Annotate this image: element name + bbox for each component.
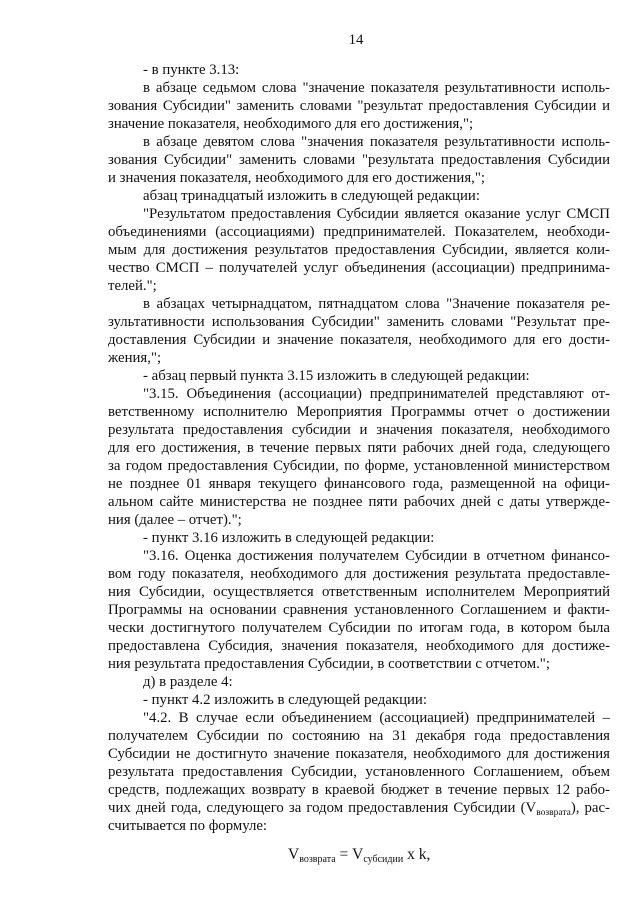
text-line: объединениями (ассоциациями) предпринимателей. Показателем, необходи- — [108, 224, 610, 240]
text-line: "4.2. В случае если объединением (ассоциацией) предпринимателей – — [143, 710, 610, 726]
paragraph — [108, 547, 610, 673]
formula-tail: x k, — [407, 846, 431, 863]
subscript: возврата — [536, 808, 571, 818]
paragraph — [108, 205, 610, 295]
text-line: - абзац первый пункта 3.15 изложить в следующей редакции: — [143, 368, 530, 384]
paragraph — [108, 367, 610, 385]
text-line: - пункт 4.2 изложить в следующей редакции: — [143, 692, 427, 708]
paragraph — [108, 673, 610, 691]
paragraph — [108, 187, 610, 205]
text-line: д) в разделе 4: — [143, 674, 233, 690]
text-line: ния Субсидии, осуществляется ответственным исполнителем Мероприятий — [108, 584, 610, 600]
text-line: Программы на основании сравнения установленного Соглашением и факти- — [108, 602, 610, 618]
text-line: ветственному исполнителю Мероприятия Программы отчет о достижении — [108, 404, 610, 420]
paragraph — [108, 295, 610, 367]
formula-rhs-subscript: субсидии — [363, 854, 404, 865]
text-line: в абзаце седьмом слова "значение показателя результативности исполь- — [143, 80, 610, 96]
text-line: альном сайте министерства не позднее пяти рабочих дней с даты утвержде- — [108, 494, 610, 510]
text-segment: ), рас- — [570, 800, 610, 816]
text-line: для его достижения, в течение первых пяти рабочих дней года, следующего — [108, 440, 610, 456]
text-line: в абзаце девятом слова "значения показателя результативности исполь- — [143, 134, 610, 150]
formula-operator: = — [339, 846, 349, 863]
text-line: жения,"; — [108, 350, 162, 366]
formula-rhs-variable: V — [352, 846, 364, 863]
text-line: "Результатом предоставления Субсидии является оказание услуг СМСП — [143, 206, 610, 222]
text-line: не позднее 01 января текущего финансового года, размещенной на офици- — [108, 476, 610, 492]
text-line: за годом предоставления Субсидии, по форме, установленной министерством — [108, 458, 610, 474]
text-line: - в пункте 3.13: — [143, 62, 240, 78]
text-line: чески достигнутого получателем Субсидии по итогам года, в котором была — [108, 620, 610, 636]
text-line: результата предоставления субсидии и значения показателя, необходимого — [108, 422, 610, 438]
paragraph — [108, 61, 610, 79]
text-line: результата предоставления Субсидии, установленного Соглашением, объем — [108, 764, 610, 780]
text-line — [108, 799, 610, 817]
paragraph — [108, 691, 610, 709]
text-line: телей."; — [108, 278, 157, 294]
text-line: ния (далее – отчет)."; — [108, 512, 242, 528]
document-body — [108, 61, 610, 835]
text-line: доставления Субсидии и значение показателя, необходимого для его дости- — [108, 332, 610, 348]
text-line: "3.15. Объединения (ассоциации) предпринимателей представляют от- — [143, 386, 610, 402]
text-line: зования Субсидии" заменить словами "результат предоставления Субсидии и — [108, 98, 610, 114]
paragraph — [108, 385, 610, 529]
page-number: 14 — [348, 32, 364, 48]
formula — [288, 846, 430, 864]
text-line: чество СМСП – получателей услуг объединения (ассоциации) предпринима- — [108, 260, 610, 276]
text-line: значение показателя, необходимого для его достижения,"; — [108, 116, 474, 132]
paragraph — [108, 529, 610, 547]
text-line: Субсидии не достигнуто значение показателя, необходимого для достижения — [108, 746, 610, 762]
text-line: получателем Субсидии по состоянию на 31 декабря года предоставления — [108, 728, 610, 744]
text-line: ния результата предоставления Субсидии, в соответствии с отчетом."; — [108, 656, 550, 672]
formula-lhs-subscript: возврата — [299, 854, 336, 865]
formula-lhs-variable: V — [288, 846, 300, 863]
text-line: считывается по формуле: — [108, 818, 268, 834]
text-line: зультативности использования Субсидии" заменить словами "Результат пре- — [108, 314, 610, 330]
text-line: предоставлена Субсидия, значения показателя, необходимого для достиже- — [108, 638, 610, 654]
text-line: вом году показателя, необходимого для достижения результата предоставле- — [108, 566, 610, 582]
paragraph — [108, 709, 610, 835]
text-line: "3.16. Оценка достижения получателем Субсидии в отчетном финансо- — [143, 548, 610, 564]
text-segment: чих дней года, следующего за годом предоставления Субсидии (V — [108, 800, 537, 816]
paragraph — [108, 133, 610, 187]
text-line: средств, подлежащих возврату в краевой бюджет в течение первых 12 рабо- — [108, 782, 610, 798]
text-line: и значения показателя, необходимого для его достижения,"; — [108, 170, 485, 186]
text-line: абзац тринадцатый изложить в следующей редакции: — [143, 188, 480, 204]
text-line: - пункт 3.16 изложить в следующей редакции: — [143, 530, 435, 546]
text-line: зования Субсидии" заменить словами "результата предоставления Субсидии — [108, 152, 610, 168]
text-line: мым для достижения результатов предоставления Субсидии, является коли- — [108, 242, 610, 258]
text-line: в абзацах четырнадцатом, пятнадцатом слова "Значение показателя ре- — [143, 296, 610, 312]
paragraph — [108, 79, 610, 133]
